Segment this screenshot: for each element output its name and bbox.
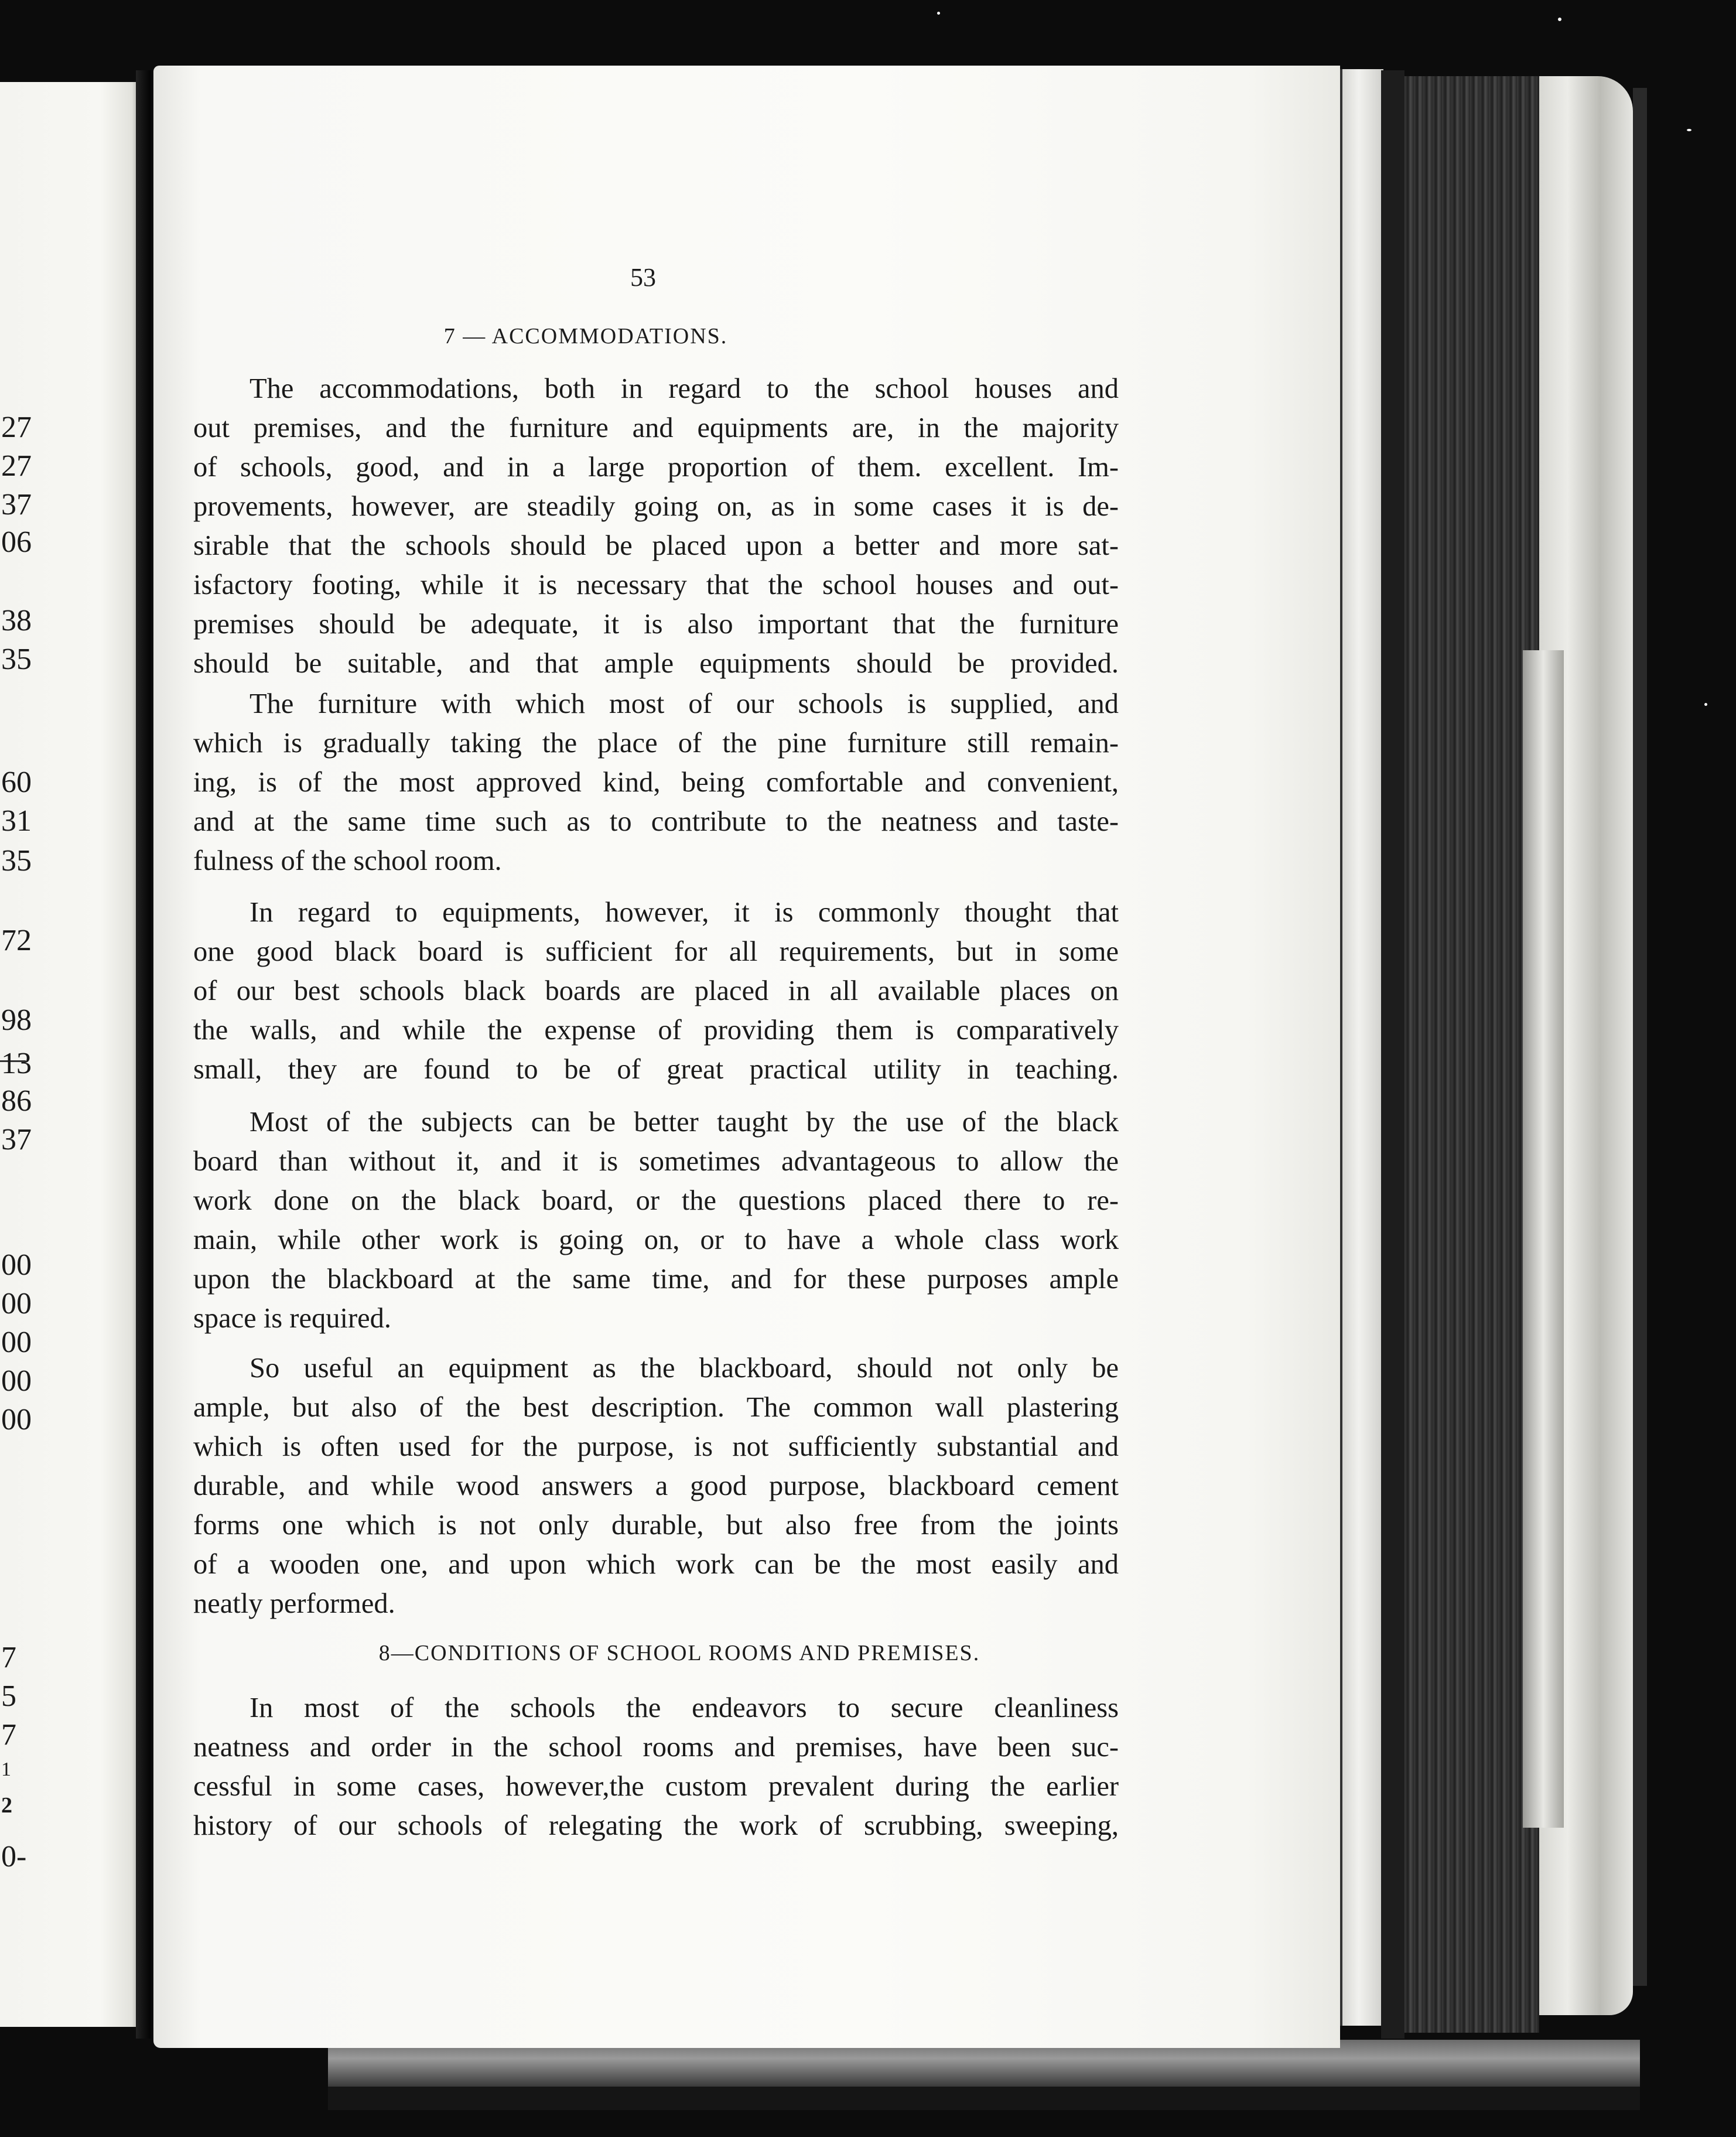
paragraph xyxy=(193,1688,1119,1845)
section-heading: 8—CONDITIONS OF SCHOOL ROOMS AND PREMISES. xyxy=(378,1641,980,1665)
text-line: durable, and while wood answers a good purpose, blackboard cement xyxy=(193,1470,1119,1501)
text-line: fulness of the school room. xyxy=(193,845,502,876)
text-line: ing, is of the most approved kind, being comfortable and convenient, xyxy=(193,767,1119,798)
text-line: the walls, and while the expense of providing them is comparatively xyxy=(193,1015,1119,1046)
text-line: out premises, and the furniture and equipments are, in the majority xyxy=(193,412,1119,443)
text-line: history of our schools of relegating the work of scrubbing, sweeping, xyxy=(193,1810,1119,1841)
text-line: which is often used for the purpose, is not sufficiently substantial and xyxy=(193,1431,1119,1462)
text-line: sirable that the schools should be placed upon a better and more sat- xyxy=(193,530,1119,561)
text-line: which is gradually taking the place of the pine furniture still remain- xyxy=(193,728,1119,759)
dust-speck xyxy=(1687,129,1691,131)
margin-figure: 06 xyxy=(1,525,32,559)
text-line: ample, but also of the best description. The common wall plastering xyxy=(193,1392,1119,1423)
text-line: The accommodations, both in regard to the school houses and xyxy=(250,373,1119,404)
margin-figure: 0- xyxy=(1,1840,27,1873)
dust-speck xyxy=(1558,18,1561,21)
dust-speck xyxy=(937,12,940,15)
text-line: space is required. xyxy=(193,1303,392,1334)
margin-figure: 00 xyxy=(1,1248,32,1282)
text-line: premises should be adequate, it is also important that the furniture xyxy=(193,609,1119,640)
text-line: In regard to equipments, however, it is commonly thought that xyxy=(250,897,1119,928)
text-line: neatly performed. xyxy=(193,1588,395,1619)
margin-figure: 72 xyxy=(1,924,32,957)
margin-figure: 13 xyxy=(1,1047,32,1080)
text-line: work done on the black board, or the questions placed there to re- xyxy=(193,1185,1119,1216)
margin-figure: 1 xyxy=(1,1759,11,1780)
paragraph xyxy=(193,1349,1119,1623)
paragraph xyxy=(193,369,1119,683)
text-line: forms one which is not only durable, but also free from the joints xyxy=(193,1510,1119,1541)
text-line: should be suitable, and that ample equipments should be provided. xyxy=(193,648,1119,679)
margin-figure: 98 xyxy=(1,1003,32,1037)
text-line: The furniture with which most of our schools is supplied, and xyxy=(250,688,1119,719)
text-line: of our best schools black boards are placed in all available places on xyxy=(193,975,1119,1006)
margin-figure: 00 xyxy=(1,1403,32,1436)
text-line: main, while other work is going on, or to have a whole class work xyxy=(193,1224,1119,1255)
paragraph xyxy=(193,684,1119,880)
margin-figure: 27 xyxy=(1,449,32,483)
margin-figure: 37 xyxy=(1,488,32,521)
section-heading: 7 — ACCOMMODATIONS. xyxy=(443,324,728,349)
text-line: isfactory footing, while it is necessary that the school houses and out- xyxy=(193,569,1119,600)
margin-figure: 35 xyxy=(1,844,32,878)
text-line: So useful an equipment as the blackboard, should not only be xyxy=(250,1353,1119,1384)
margin-figure: 7 xyxy=(1,1641,16,1674)
text-line: cessful in some cases, however,the custom prevalent during the earlier xyxy=(193,1771,1119,1802)
margin-figure: 00 xyxy=(1,1364,32,1398)
margin-figure: 86 xyxy=(1,1084,32,1118)
margin-figure: 31 xyxy=(1,804,32,838)
text-line: In most of the schools the endeavors to secure cleanliness xyxy=(250,1692,1119,1723)
margin-figure: 60 xyxy=(1,766,32,799)
margin-figure: 27 xyxy=(1,411,32,444)
text-line: small, they are found to be of great practical utility in teaching. xyxy=(193,1054,1119,1085)
page-block-edges xyxy=(1404,76,1539,2033)
margin-figure: 2 xyxy=(1,1793,12,1818)
margin-figure: 35 xyxy=(1,643,32,676)
page-edge xyxy=(1381,70,1404,2039)
text-line: one good black board is sufficient for all requirements, but in some xyxy=(193,936,1119,967)
cover-edge xyxy=(1633,88,1647,1986)
page-number: 53 xyxy=(630,263,656,292)
margin-figure: 37 xyxy=(1,1123,32,1156)
margin-figure: 00 xyxy=(1,1326,32,1359)
inserted-slip xyxy=(1523,650,1564,1828)
page-edge xyxy=(1340,69,1383,2026)
text-line: and at the same time such as to contribute to the neatness and taste- xyxy=(193,806,1119,837)
text-line: neatness and order in the school rooms and premises, have been suc- xyxy=(193,1732,1119,1763)
text-line: of schools, good, and in a large proportion of them. excellent. Im- xyxy=(193,452,1119,483)
dust-speck xyxy=(1704,703,1707,706)
margin-figure: 00 xyxy=(1,1287,32,1320)
text-line: provements, however, are steadily going on, as in some cases it is de- xyxy=(193,491,1119,522)
text-line: Most of the subjects can be better taught by the use of the black xyxy=(250,1107,1119,1138)
margin-figure: 38 xyxy=(1,604,32,637)
paragraph xyxy=(193,893,1119,1089)
book-bottom-shadow xyxy=(328,2087,1640,2110)
margin-figure: 5 xyxy=(1,1679,16,1713)
paragraph xyxy=(193,1102,1119,1338)
text-line: upon the blackboard at the same time, and for these purposes ample xyxy=(193,1264,1119,1295)
text-line: of a wooden one, and upon which work can be the most easily and xyxy=(193,1549,1119,1580)
margin-figure: 7 xyxy=(1,1718,16,1752)
facing-page-left xyxy=(0,82,143,2027)
text-line: board than without it, and it is sometimes advantageous to allow the xyxy=(193,1146,1119,1177)
